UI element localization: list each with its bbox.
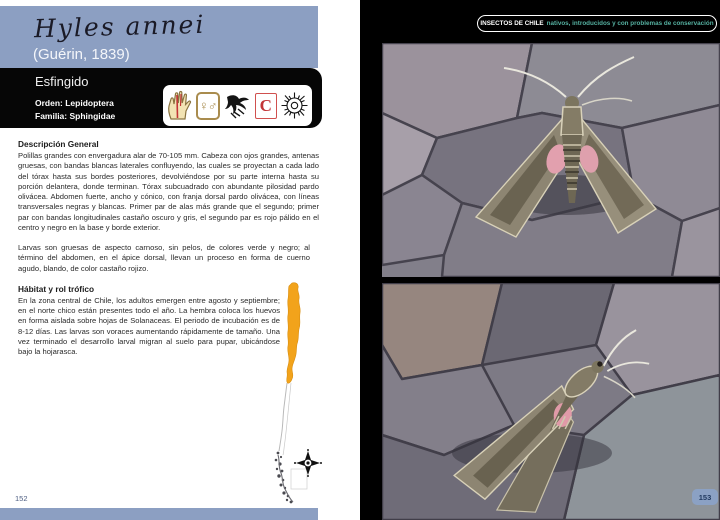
compass-rose-icon [294,449,322,482]
taxonomy-band [0,68,322,128]
moth-photo-lateral [382,283,720,520]
habitat-heading: Hábitat y rol trófico [18,283,95,294]
description-paragraph-2: Larvas son gruesas de aspecto carnoso, sin pelos, de colores verde y negro; al término del abdomen, en el ápice dorsal, llevan un proceso en forma de cuerno agudo, blando, de color castaño rojizo. [18,243,310,273]
right-page-number: 153 [692,489,718,505]
series-banner-title: INSECTOS DE CHILE [480,20,544,27]
series-banner-subtitle: nativos, introducidos y con problemas de conservación [546,20,714,27]
hand-icon [166,90,193,121]
series-banner [477,15,717,32]
species-title: Hyles annei [33,9,206,44]
order-label: Orden: Lepidoptera [35,98,114,108]
bird-icon [223,91,252,120]
left-page-number: 152 [15,494,28,503]
photo-page [360,0,720,520]
description-paragraph-1: Polillas grandes con envergadura alar de 70-105 mm. Cabeza con ojos grandes, antenas gruesas, con bandas blancas laterales confluyendo, las cuales se proyectan a cada lado del tórax hasta sus bordes posteriores, devolviéndose por su parte interna hasta su porción delantera, donde terminan. Tórax subcuadrado con abundante pilosidad pardo olivácea. Abdomen fuerte, ancho y cónico, con franja dorsal pardo olivácea, con líneas transversales negras y blancas. Primer par de alas más grande que el segundo; primer par con bandas longitudinales castaño oscuro y gris, el segundo par es rojo pálido en el centro y negro en la base y borde exterior. [18,151,319,232]
footer-bar [0,508,318,520]
common-name: Esfingido [35,74,89,89]
family-label: Familia: Sphingidae [35,111,116,121]
author-year: (Guérin, 1839) [33,46,130,63]
gender-symbols-icon: ♀♂ [196,92,220,120]
description-heading: Descripción General [18,139,99,149]
moth-photo-dorsal [382,43,720,277]
conservation-c-icon: C [255,93,277,119]
attribute-icon-box [163,85,312,126]
habitat-paragraph: En la zona central de Chile, los adultos emergen entre agosto y septiembre; en el norte chico están presentes todo el año. La hembra coloca los huevos en forma aislada sobre hojas de Solanaceas. El periodo de incubación es de 8-12 días. Las larvas son voraces aumentando rápidamente de tamaño. Una vez terminado el desarrollo larval migran al suelo para pupar, ubicándose bajo la hojarasca. [18,295,280,356]
sun-icon [280,91,309,120]
species-header-band [0,6,318,68]
